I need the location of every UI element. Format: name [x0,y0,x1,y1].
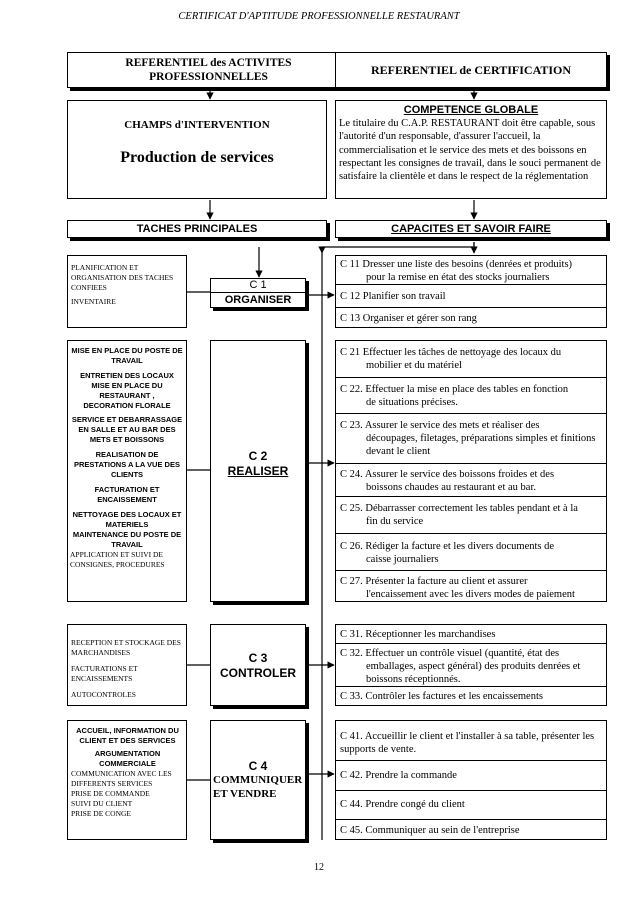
task-item: DECORATION FLORALE [83,401,171,410]
task-item: SERVICE ET DEBARRASSAGE EN SALLE ET AU BAR DES METS ET BOISSONS [71,415,183,444]
cap-text-cont: emballages, aspect général) des produits denrées et boissons réceptionnés. [366,661,581,685]
cap-text-cont: caisse journaliers [366,554,439,565]
c4-name: COMMUNIQUER ET VENDRE [213,774,303,800]
cap-text: Présenter la facture au client et assurer [365,576,528,587]
cap-code: C 11 [340,259,360,270]
task-item: FACTURATIONS ET ENCAISSEMENTS [71,664,138,683]
task-item: PLANIFICATION ET ORGANISATION DES TACHES CONFIEES [71,263,174,292]
task-item: SUIVI DU CLIENT [71,799,133,808]
champs-value: Production de services [120,149,274,166]
c2-code: C 2 [248,449,268,463]
page-number: 12 [314,862,324,873]
cap-text: Prendre la commande [365,770,457,781]
cap-text: Débarrasser correctement les tables pendant et à la [365,503,578,514]
task-item: APPLICATION ET SUIVI DE CONSIGNES, PROCEDURES [70,550,165,569]
c1-name: ORGANISER [224,294,292,306]
competence-text: Le titulaire du C.A.P. RESTAURANT doit être capable, sous l'autorité d'un responsable, d'assurer l'accueil, la commercialisation et le service des mets et des boissons en respectant les consignes de travail, dans le souci permanent de satisfaire la clientèle et dans le respect de la réglementation [339,118,601,183]
cap-text-cont: de situations précises. [366,397,458,408]
cap-code: C 22. [340,384,363,395]
task-item: RECEPTION ET STOCKAGE DES MARCHANDISES [71,638,181,657]
task-item: ENTRETIEN DES LOCAUX [80,371,174,380]
cap-text-cont: découpages, filetages, préparations simples et finitions devant le client [366,433,596,457]
cap-code: C 25. [340,503,363,514]
cap-text: Assurer le service des mets et réaliser des [364,420,540,431]
cap-text-cont: pour la remise en état des stocks journaliers [366,272,550,283]
cap-text: Planifier son travail [362,291,446,302]
cap-code: C 23. [340,420,363,431]
cap-code: C 41. [340,731,363,742]
cap-code: C 21 [340,347,361,358]
cap-text-cont: boissons chaudes au restaurant et au bar. [366,482,536,493]
cap-text: Assurer le service des boissons froides et des [364,469,555,480]
cap-text-cont: l'encaissement avec les divers modes de paiement [366,589,575,600]
c2-name: REALISER [227,464,289,478]
cap-code: C 31. [340,629,363,640]
task-item: PRISE DE CONGE [71,809,132,818]
cap-text-cont: mobilier et du matériel [366,360,462,371]
task-item: INVENTAIRE [71,297,116,306]
cap-code: C 13 [340,313,361,324]
cap-code: C 33. [340,691,363,702]
champs-label: CHAMPS d'INTERVENTION [124,119,270,131]
cap-text: Organiser et gérer son rang [362,313,477,324]
cap-code: C 27. [340,576,363,587]
task-item: NETTOYAGE DES LOCAUX ET MATERIELS [72,510,182,529]
cap-text-cont: fin du service [366,516,424,527]
task-item: REALISATION DE PRESTATIONS A LA VUE DES CLIENTS [74,450,180,479]
cap-code: C 42. [340,770,363,781]
cap-text: Réceptionner les marchandises [365,629,496,640]
task-item: MAINTENANCE DU POSTE DE TRAVAIL [72,530,182,549]
c3-name: CONTROLER [220,666,296,680]
task-item: PRISE DE COMMANDE [71,789,150,798]
capacites-title: CAPACITES ET SAVOIR FAIRE [391,223,551,235]
competence-title: COMPETENCE GLOBALE [403,104,539,116]
cap-code: C 45. [340,825,363,836]
cap-text: Rédiger la facture et les divers documents de [365,541,555,552]
cap-text: Effectuer les tâches de nettoyage des locaux du [362,347,562,358]
cap-code: C 24. [340,469,363,480]
task-item: ACCUEIL, INFORMATION DU CLIENT ET DES SERVICES [76,726,179,745]
task-item: FACTURATION ET ENCAISSEMENT [94,485,160,504]
cap-text: Dresser une liste des besoins (denrées et produits) [362,259,573,270]
cap-code: C 44. [340,799,363,810]
referentiel-certification-title: REFERENTIEL de CERTIFICATION [370,62,572,77]
cap-text: Contrôler les factures et les encaissements [365,691,543,702]
cap-code: C 12 [340,291,361,302]
page-header: CERTIFICAT D'APTITUDE PROFESSIONNELLE RESTAURANT [178,11,460,22]
task-item: COMMUNICATION AVEC LES DIFFERENTS SERVICES [71,769,172,788]
task-item: AUTOCONTROLES [71,690,136,699]
c3-code: C 3 [248,651,268,665]
taches-principales-title: TACHES PRINCIPALES [136,223,258,235]
cap-code: C 32. [340,648,363,659]
cap-code: C 26. [340,541,363,552]
cap-text: Effectuer un contrôle visuel (quantité, état des [365,648,560,659]
task-item: ARGUMENTATION COMMERCIALE [94,749,161,768]
cap-text: Accueillir le client et l'installer à sa table, présenter les supports de vente. [340,731,595,755]
cap-text: Communiquer au sein de l'entreprise [365,825,520,836]
cap-text: Prendre congé du client [365,799,465,810]
task-item: MISE EN PLACE DU POSTE DE TRAVAIL [71,346,183,365]
cap-text: Effectuer la mise en place des tables en fonction [365,384,569,395]
bracket-connector [322,242,474,253]
c1-code: C 1 [211,279,305,293]
c4-code: C 4 [248,759,268,773]
referentiel-activites-title: REFERENTIEL des ACTIVITES PROFESSIONNELLES [125,57,292,83]
task-item: MISE EN PLACE DU RESTAURANT , [91,381,163,400]
